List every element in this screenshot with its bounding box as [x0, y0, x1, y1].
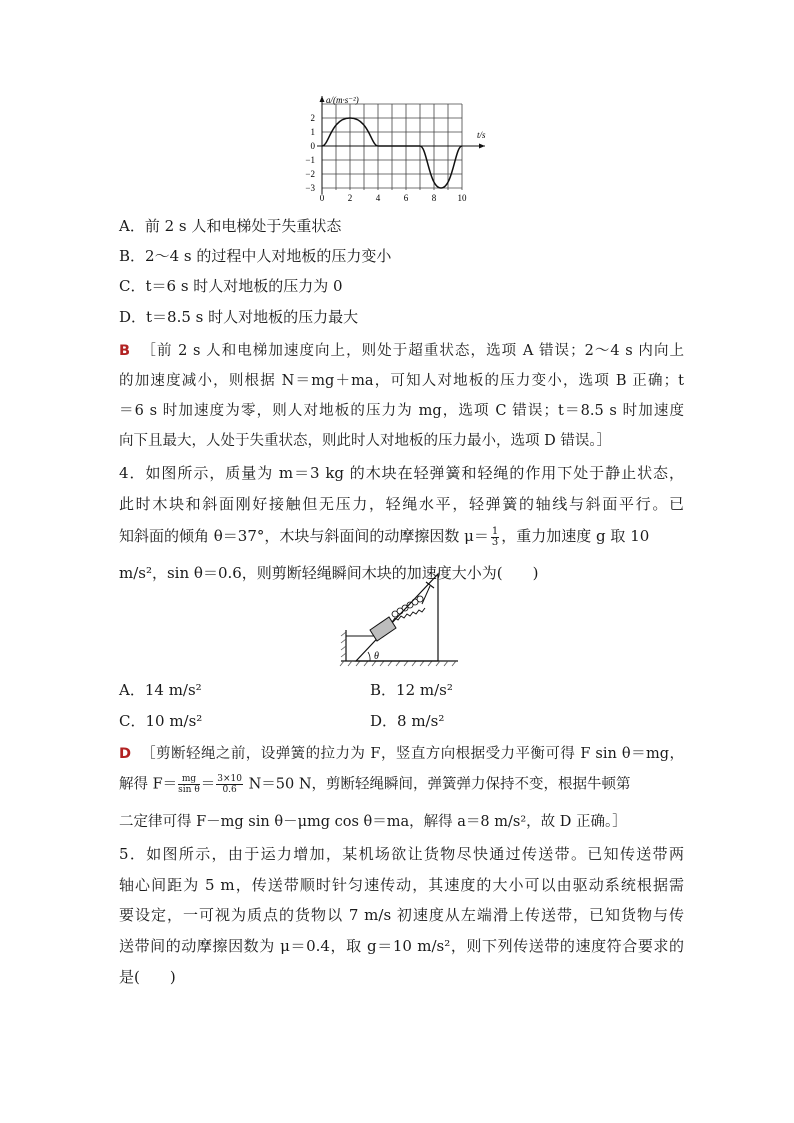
- q4-options-row: [119, 680, 679, 700]
- y-tick-label: 2: [310, 113, 315, 123]
- q4-explanation-line: D ［剪断轻绳之前，设弹簧的拉力为 F，竖直方向根据受力平衡可得 F sin θ＝mg，: [119, 746, 685, 762]
- q3-answer: B: [119, 343, 131, 359]
- y-tick-label: −3: [305, 183, 315, 193]
- q3-option-c: C．t＝6 s 时人对地板的压力为 0: [119, 277, 343, 295]
- x-tick-label: 4: [375, 193, 381, 203]
- x-axis-label: t/s: [477, 130, 486, 140]
- q3-explanation-line: 向下且最大，人处于失重状态，则此时人对地板的压力最小，选项 D 错误。］: [119, 433, 612, 449]
- q3-explanation-line: ＝6 s 时加速度为零，则人对地板的压力为 mg，选项 C 错误；t＝8.5 s 时加速度: [119, 403, 684, 419]
- y-tick-label: −1: [305, 155, 315, 165]
- x-tick-label: 8: [431, 193, 437, 203]
- q4-explanation-line: 解得 F＝ $\frac{mg}{\text{sin θ}}$ ＝ $\frac{3\times 10}{0.6}$ N＝50 N，剪断轻绳瞬间，弹簧弹力保持不变，根据牛顿第: [119, 774, 631, 795]
- q5-stem-line: 5．如图所示，由于运力增加，某机场欲让货物尽快通过传送带。已知传送带两: [119, 845, 684, 863]
- q5-stem-line: 送带间的动摩擦因数为 μ＝0.4，取 g＝10 m/s²，则下列传送带的速度符合要求的: [119, 937, 684, 955]
- mu-fraction: $\frac{1}{3}$: [491, 525, 499, 548]
- q3-option-a: A．前 2 s 人和电梯处于失重状态: [119, 217, 342, 235]
- q4-option-d: D．8 m/s²: [370, 712, 445, 730]
- x-tick-label: 6: [403, 193, 409, 203]
- y-tick-label: 1: [310, 127, 315, 137]
- acceleration-time-graph: [295, 92, 510, 205]
- q4-answer: D: [119, 746, 132, 762]
- angle-arc: [368, 652, 370, 661]
- q5-stem-line: 轴心间距为 5 m，传送带顺时针匀速传动，其速度的大小可以由驱动系统根据需: [119, 876, 684, 894]
- y-axis-label: a/(m·s⁻²): [326, 95, 359, 105]
- y-tick-label: 0: [310, 141, 315, 151]
- block: [370, 617, 396, 641]
- y-tick-label: −2: [305, 169, 315, 179]
- q3-option-d: D．t＝8.5 s 时人对地板的压力最大: [119, 308, 359, 326]
- q3-explanation-line: 的加速度减小，则根据 N＝mg＋ma，可知人对地板的压力变小，选项 B 正确；t: [119, 373, 684, 389]
- q3-option-b: B．2～4 s 的过程中人对地板的压力变小: [119, 247, 392, 265]
- q5-stem-line: 要设定，一可视为质点的货物以 7 m/s 初速度从左端滑上传送带，已知货物与传: [119, 906, 684, 924]
- q3-explanation-line: B ［前 2 s 人和电梯加速度向上，则处于超重状态，选项 A 错误；2～4 s 内向上: [119, 343, 684, 359]
- q4-option-b: B．12 m/s²: [370, 681, 453, 699]
- graph-grid: [322, 104, 462, 190]
- fraction-mg-over-sin: $\frac{mg}{\text{sin θ}}$: [178, 774, 200, 795]
- q4-option-a: A．14 m/s²: [119, 681, 202, 699]
- angle-label: θ: [374, 651, 379, 662]
- q4-stem-line: 知斜面的倾角 θ＝37°，木块与斜面间的动摩擦因数 μ＝ $\frac{1}{3}$ ，重力加速度 g 取 10: [119, 525, 650, 548]
- q4-explanation-line: 二定律可得 F－mg sin θ－μmg cos θ＝ma，解得 a＝8 m/s²，故 D 正确。］: [119, 814, 627, 830]
- fraction-numeric: $\frac{3\times 10}{0.6}$: [217, 774, 242, 795]
- q4-stem-line: m/s²，sin θ＝0.6，则剪断轻绳瞬间木块的加速度大小为( ): [119, 564, 539, 582]
- incline-surface: [356, 574, 438, 661]
- x-tick-label: 10: [457, 193, 467, 203]
- q5-stem-line: 是( ): [119, 968, 176, 986]
- x-tick-label: 2: [347, 193, 353, 203]
- incline-spring-block-figure: [338, 568, 463, 668]
- q4-stem-line: 此时木块和斜面刚好接触但无压力，轻绳水平，轻弹簧的轴线与斜面平行。已: [119, 495, 684, 513]
- q4-options-row: [119, 711, 679, 731]
- x-tick-label: 0: [319, 193, 325, 203]
- q4-option-c: C．10 m/s²: [119, 712, 203, 730]
- q4-stem-line: 4．如图所示，质量为 m＝3 kg 的木块在轻弹簧和轻绳的作用下处于静止状态，: [119, 464, 684, 482]
